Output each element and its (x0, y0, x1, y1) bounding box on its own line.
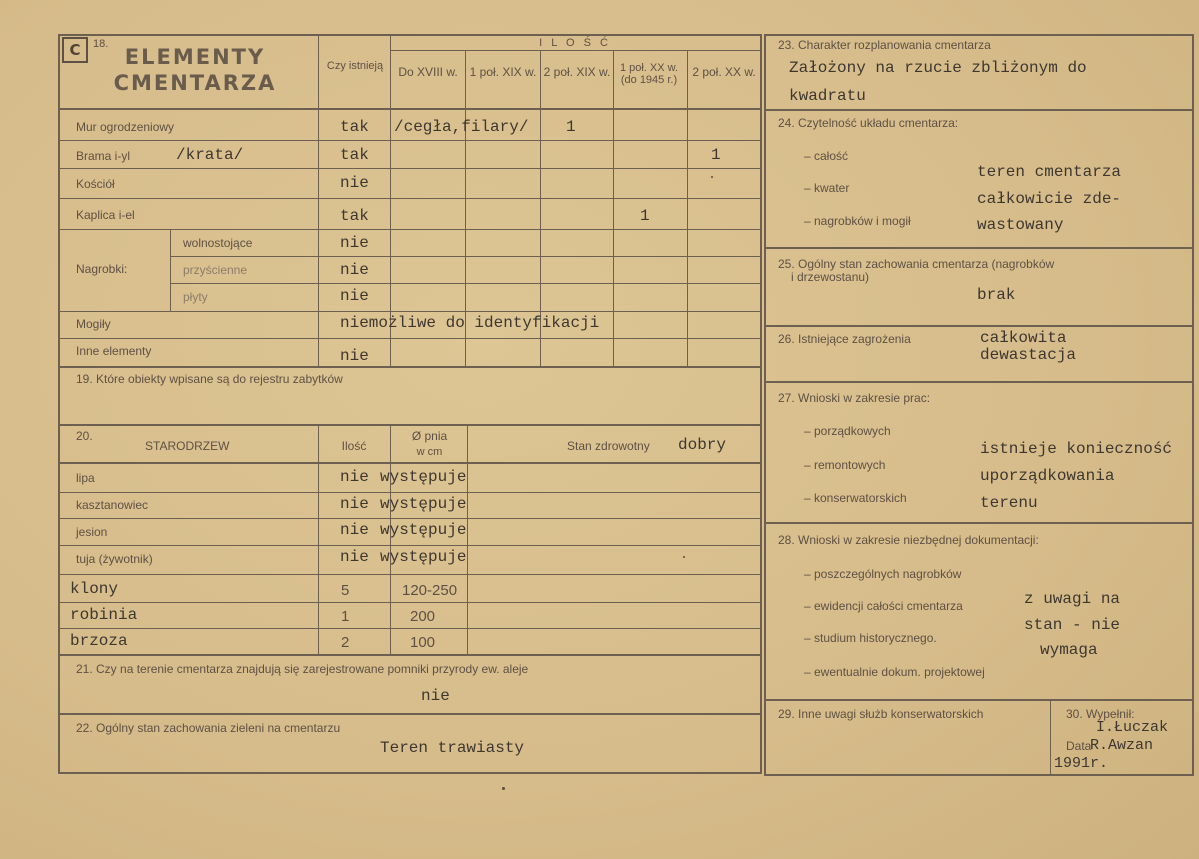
row-line-6 (170, 283, 762, 284)
section18-bottom (58, 366, 762, 368)
tree-lipa: lipa (76, 471, 95, 485)
v-col4 (613, 50, 614, 366)
section-28-value-3: wymaga (1040, 641, 1098, 659)
section-24-item-nagrobkow: – nagrobków i mogił (804, 214, 911, 228)
section-28-item-studium: – studium historycznego. (804, 631, 937, 645)
row-inne-label: Inne elementy (76, 344, 152, 358)
section23-bottom (764, 109, 1194, 111)
section-28-label: 28. Wnioski w zakresie niezbędnej dokumentacji: (778, 533, 1039, 547)
row-line-3 (58, 198, 762, 199)
col-2-pol-xx: 2 poł. XX w. (692, 65, 756, 79)
sd-row-line-4 (58, 574, 762, 575)
kasztanowiec-ilosc: nie (340, 495, 369, 513)
col-czy-istnieja: Czy istnieją (326, 60, 384, 72)
v-czy-left (318, 34, 319, 366)
section-30-value-3: 1991r. (1054, 755, 1109, 772)
starodrzew-title: STARODRZEW (145, 439, 230, 453)
section-30-data-label: Data (1066, 739, 1092, 753)
section-27-item-remontowych: – remontowych (804, 458, 886, 472)
section-24-label: 24. Czytelność układu cmentarza: (778, 116, 959, 130)
tree-robinia: robinia (70, 606, 138, 624)
col-1-pol-xix: 1 poł. XIX w. (469, 65, 537, 79)
row-line-7 (58, 311, 762, 312)
elements-title-line1: ELEMENTY (124, 45, 266, 69)
section-28-value-1: z uwagi na (1024, 590, 1121, 608)
row-line-1 (58, 140, 762, 141)
plyty-czy-value: nie (340, 287, 369, 305)
section-25-label-2: i drzewostanu) (791, 270, 870, 284)
section19-bottom (58, 424, 762, 426)
starodrzew-bottom (58, 654, 762, 656)
section-27-item-konserwatorskich: – konserwatorskich (804, 491, 907, 505)
section-28-value-2: stan - nie (1024, 616, 1121, 634)
col-pnia: Ø pnia (411, 429, 448, 443)
left-frame-right (760, 34, 762, 774)
row-kaplica-label: Kaplica i-el (76, 208, 135, 222)
col-pnia-cm: w cm (416, 446, 443, 458)
section-26-value-2: dewastacja (980, 346, 1077, 364)
section-24-item-calosc: – całość (804, 149, 849, 163)
stain-dot (711, 176, 713, 178)
tree-kasztanowiec: kasztanowiec (76, 498, 149, 512)
tree-jesion: jesion (76, 525, 108, 539)
col-ilosc: Ilość (341, 439, 367, 453)
kosciol-czy-value: nie (340, 174, 369, 192)
section27-bottom (764, 522, 1194, 524)
row-line-5 (170, 256, 762, 257)
section-19-label: 19. Które obiekty wpisane są do rejestru zabytków (76, 372, 343, 386)
kaplica-1pol-xx-value: 1 (640, 207, 650, 225)
header-bottom-line (58, 108, 762, 110)
kasztanowiec-pnia: występuje (380, 495, 467, 513)
section-22-value: Teren trawiasty (380, 739, 525, 757)
jesion-pnia: występuje (380, 521, 467, 539)
section26-bottom (764, 381, 1194, 383)
section-27-value-1: istniеje konieczność (980, 440, 1173, 458)
section-28-item-nagrobkow: – poszczególnych nagrobków (804, 567, 962, 581)
left-frame-left (58, 34, 60, 774)
section-28-item-projektowej: – ewentualnie dokum. projektowej (804, 665, 985, 679)
inne-czy-value: nie (340, 347, 369, 365)
row-nagrobki-label: Nagrobki: (76, 262, 128, 276)
tuja-ilosc: nie (340, 548, 369, 566)
section-30-value-2: R.Awzan (1090, 737, 1154, 754)
brzoza-ilosc: 2 (341, 634, 350, 651)
left-frame-top (58, 34, 762, 36)
section-25-label-1: 25. Ogólny stan zachowania cmentarza (nagrobków (778, 257, 1055, 271)
brzoza-pnia: 100 (410, 634, 436, 651)
section-24-value-2: całkowicie zde- (977, 190, 1122, 208)
section-20-number: 20. (76, 429, 93, 443)
row-mur-label: Mur ogrodzeniowy (76, 120, 175, 134)
stain-dot (683, 556, 685, 558)
section25-bottom (764, 325, 1194, 327)
section-30-label: 30. Wypełnił: (1066, 707, 1135, 721)
section-18-number: 18. (93, 38, 109, 50)
left-frame-bottom (58, 772, 762, 774)
sd-row-line-6 (58, 628, 762, 629)
stan-zdrowotny-value: dobry (678, 436, 727, 454)
section-23-value-2: kwadratu (789, 87, 866, 105)
stain-dot (502, 787, 505, 790)
elements-title-line2: CMENTARZA (113, 71, 277, 95)
row-kosciol-label: Kościół (76, 177, 115, 191)
section-27-label: 27. Wnioski w zakresie prac: (778, 391, 931, 405)
section-26-label: 26. Istniejące zagrożenia (778, 332, 911, 346)
section-21-label: 21. Czy na terenie cmentarza znajdują się zarejestrowane pomniki przyrody ew. aleje (76, 662, 529, 676)
ilosc-underline (390, 50, 760, 51)
lipa-pnia: występuje (380, 468, 467, 486)
v-sd-ilosc-left (318, 424, 319, 654)
section-27-item-porzadkowych: – porządkowych (804, 424, 891, 438)
row-wolnostojace-label: wolnostojące (183, 236, 253, 250)
v-nagrobki-sub (170, 229, 171, 311)
section-26-value-1: całkowita (980, 329, 1067, 347)
mur-1pol-xix-value: 1 (566, 118, 576, 136)
section-24-value-3: wastowany (977, 216, 1064, 234)
card-code-box: C (62, 37, 88, 63)
brama-typed-value: /krata/ (176, 146, 244, 164)
right-frame-right (1192, 34, 1194, 776)
right-frame-bottom (764, 774, 1194, 776)
section-22-label: 22. Ogólny stan zachowania zieleni na cmentarzu (76, 721, 341, 735)
right-frame-top (764, 34, 1194, 36)
sd-row-line-1 (58, 492, 762, 493)
brama-2pol-xx-value: 1 (711, 146, 721, 164)
row-brama-label: Brama i-yl (76, 149, 131, 163)
section-28-item-ewidencji: – ewidencji całości cmentarza (804, 599, 963, 613)
sd-row-line-3 (58, 545, 762, 546)
section-23-value-1: Założony na rzucie zbliżonym do (789, 59, 1087, 77)
jesion-ilosc: nie (340, 521, 369, 539)
section-23-label: 23. Charakter rozplanowania cmentarza (778, 38, 991, 52)
starodrzew-header-line (58, 462, 762, 464)
col-do-xviii: Do XVIII w. (398, 65, 458, 79)
klony-ilosc: 5 (341, 582, 350, 599)
tree-brzoza: brzoza (70, 632, 128, 650)
right-frame-left (764, 34, 766, 776)
tree-tuja: tuja (żywotnik) (76, 552, 153, 566)
sd-row-line-5 (58, 602, 762, 603)
row-przyscienne-label: przyścienne (183, 263, 248, 277)
row-line-4 (58, 229, 762, 230)
section28-bottom (764, 699, 1194, 701)
tree-klony: klony (70, 580, 119, 598)
lipa-ilosc: nie (340, 468, 369, 486)
section-25-value: brak (977, 286, 1016, 304)
klony-pnia: 120-250 (402, 582, 458, 599)
row-mogily-label: Mogiły (76, 317, 111, 331)
section-30-value-1: I.Łuczak (1096, 719, 1169, 736)
section21-bottom (58, 713, 762, 715)
row-plyty-label: płyty (183, 290, 208, 304)
sd-row-line-2 (58, 518, 762, 519)
section-24-item-kwater: – kwater (804, 181, 850, 195)
section-27-value-2: uporządkowania (980, 467, 1115, 485)
v-col5 (687, 50, 688, 366)
robinia-pnia: 200 (410, 608, 436, 625)
brama-czy-value: tak (340, 146, 369, 164)
wolnostojace-czy-value: nie (340, 234, 369, 252)
col-stan-zdrowotny: Stan zdrowotny (567, 439, 650, 453)
robinia-ilosc: 1 (341, 608, 350, 625)
col-2-pol-xix: 2 poł. XIX w. (543, 65, 611, 79)
v-29-30-divider (1050, 699, 1051, 776)
mur-czy-value: tak (340, 118, 369, 136)
col-ilosc-header: I L O Ś Ć (539, 37, 611, 49)
przyscienne-czy-value: nie (340, 261, 369, 279)
col-1-pol-xx: 1 poł. XX w. (do 1945 r.) (619, 62, 679, 87)
section24-bottom (764, 247, 1194, 249)
v-sd-pnia-right (467, 424, 468, 654)
tuja-pnia: występuje (380, 548, 467, 566)
row-line-2 (58, 168, 762, 169)
mur-note-value: /cegła,filary/ (394, 118, 529, 136)
row-line-8 (58, 338, 762, 339)
section-27-value-3: terenu (980, 494, 1038, 512)
section-29-label: 29. Inne uwagi służb konserwatorskich (778, 707, 984, 721)
kaplica-czy-value: tak (340, 207, 369, 225)
section-24-value-1: teren cmentarza (977, 163, 1122, 181)
mogily-typed-value: niemożliwe do identyfikacji (340, 314, 600, 332)
section-21-value: nie (421, 687, 450, 705)
